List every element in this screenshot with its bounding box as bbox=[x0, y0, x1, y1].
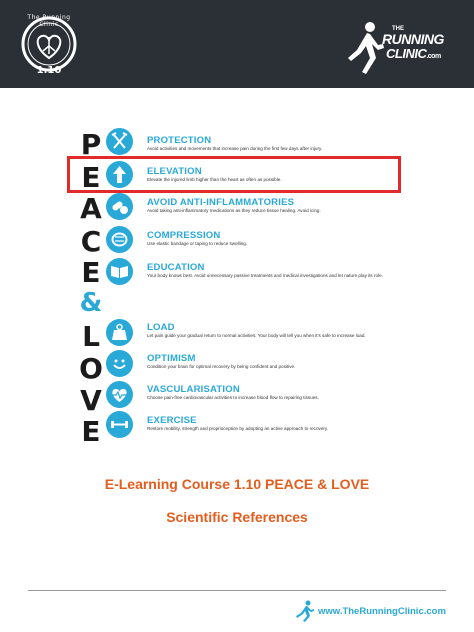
item-desc-vascularisation: Choose pain-free cardiovascular activities to increase blood flow to repairing tissues. bbox=[147, 395, 319, 400]
letter-e: E bbox=[81, 161, 101, 194]
item-desc-education: Your body knows best. Avoid unnecessary passive treatments and medical investigations and let nature play its role. bbox=[147, 273, 383, 278]
letter-e: E bbox=[81, 415, 101, 448]
item-title-elevation: ELEVATION bbox=[147, 166, 202, 177]
logo-running: RUNNING bbox=[382, 31, 444, 47]
item-title-exercise: EXERCISE bbox=[147, 415, 197, 426]
logo-the: THE bbox=[392, 26, 404, 32]
logo-clinic bbox=[386, 46, 441, 61]
letter-p: P bbox=[80, 128, 102, 161]
course-title: E-Learning Course 1.10 PEACE & LOVE bbox=[104, 476, 370, 492]
elevation-highlight-box bbox=[67, 156, 401, 193]
footer-website-link[interactable]: www.TheRunningClinic.com bbox=[318, 606, 446, 617]
letter-c: C bbox=[80, 225, 102, 258]
course-subtitle: Scientific References bbox=[166, 509, 308, 525]
letter-l: L bbox=[82, 320, 100, 353]
letter-ampersand: & bbox=[79, 288, 103, 318]
runner-icon bbox=[340, 20, 386, 76]
item-title-avoid-anti-inflammatories: AVOID ANTI-INFLAMMATORIES bbox=[147, 197, 295, 208]
weight-icon bbox=[106, 319, 133, 346]
item-desc-optimism: Condition your brain for optimal recovery by being confident and positive. bbox=[147, 364, 296, 369]
item-desc-exercise: Restore mobility, strength and proprioception by adopting an active approach to recovery. bbox=[147, 426, 329, 431]
smiley-icon bbox=[106, 350, 133, 377]
item-title-education: EDUCATION bbox=[147, 262, 205, 273]
pills-icon bbox=[106, 193, 133, 220]
badge-top-text: The Running Clinic bbox=[27, 14, 71, 28]
item-desc-compression: Use elastic bandage or taping to reduce swelling. bbox=[147, 241, 248, 246]
open-book-icon bbox=[106, 258, 133, 285]
heartbeat-icon bbox=[106, 381, 133, 408]
dumbbell-icon bbox=[106, 411, 133, 438]
runner-icon bbox=[292, 600, 316, 622]
item-desc-protection: Avoid activities and movements that increase pain during the first few days after injury. bbox=[147, 146, 323, 151]
logo-clinic-word: CLINIC bbox=[386, 46, 427, 61]
item-title-vascularisation: VASCULARISATION bbox=[147, 384, 240, 395]
item-title-optimism: OPTIMISM bbox=[147, 353, 196, 364]
item-title-protection: PROTECTION bbox=[147, 135, 212, 146]
item-title-load: LOAD bbox=[147, 322, 175, 333]
course-badge-logo bbox=[18, 12, 80, 78]
letter-e: E bbox=[81, 256, 101, 289]
badge-version: 1.10 bbox=[36, 65, 62, 76]
letter-v: V bbox=[80, 384, 102, 417]
header-bar bbox=[0, 0, 474, 88]
letter-o: O bbox=[79, 352, 103, 385]
crossed-crutches-icon bbox=[106, 128, 133, 155]
running-clinic-logo bbox=[340, 18, 450, 76]
footer-divider bbox=[28, 590, 446, 591]
letter-a: A bbox=[80, 192, 102, 225]
bandage-icon bbox=[106, 226, 133, 253]
item-title-compression: COMPRESSION bbox=[147, 230, 221, 241]
logo-com: .com bbox=[426, 53, 441, 60]
item-desc-load: Let pain guide your gradual return to normal activities. Your body will tell you when it's safe to increase load. bbox=[147, 333, 366, 338]
item-desc-elevation: Elevate the injured limb higher than the heart as often as possible. bbox=[147, 177, 282, 182]
item-desc-avoid-anti-inflammatories: Avoid taking anti-inflammatory medications as they reduce tissue healing. Avoid icing. bbox=[147, 208, 321, 213]
